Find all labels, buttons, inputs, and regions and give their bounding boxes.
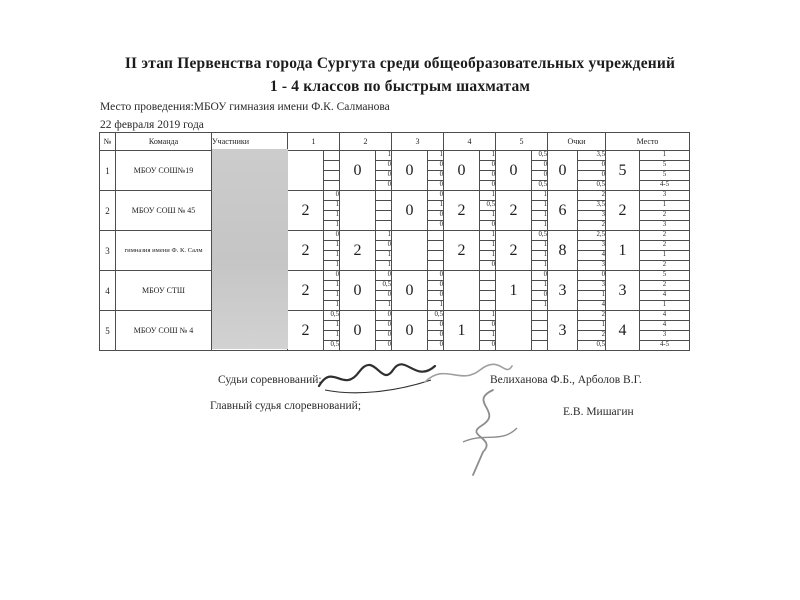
board-score: 1 xyxy=(480,191,496,201)
board-score: 0,5 xyxy=(532,231,548,241)
header-round-4: 4 xyxy=(444,133,496,151)
match-score-vs-5: 0 xyxy=(496,151,532,191)
match-score-vs-1: 2 xyxy=(288,231,324,271)
title-line-1: II этап Первенства города Сургута среди общеобразовательных учреждений xyxy=(124,55,676,72)
board-score: 0 xyxy=(376,321,392,331)
board-score: 0 xyxy=(532,161,548,171)
board-place: 4-5 xyxy=(640,181,690,191)
board-place: 4 xyxy=(640,311,690,321)
board-points: 2 xyxy=(578,221,606,231)
diagonal-subcell xyxy=(480,271,496,281)
chief-judge-name: Е.В. Мишагин xyxy=(563,406,634,418)
header-round-2: 2 xyxy=(340,133,392,151)
team-number: 2 xyxy=(100,191,116,231)
diagonal-subcell xyxy=(428,231,444,241)
board-score: 0 xyxy=(376,271,392,281)
board-score: 0 xyxy=(480,261,496,271)
match-score-vs-3: 0 xyxy=(392,191,428,231)
board-score: 1 xyxy=(532,241,548,251)
board-score: 0,5 xyxy=(376,281,392,291)
board-points: 2 xyxy=(578,311,606,321)
team-row-1-board-1 xyxy=(100,151,690,161)
board-score: 1 xyxy=(324,281,340,291)
board-score: 0 xyxy=(428,171,444,181)
board-score: 1 xyxy=(324,211,340,221)
board-score: 0 xyxy=(480,341,496,351)
board-score: 0 xyxy=(376,241,392,251)
board-score: 0 xyxy=(428,211,444,221)
board-place: 4 xyxy=(640,291,690,301)
match-score-vs-1: 2 xyxy=(288,191,324,231)
board-place: 2 xyxy=(640,211,690,221)
board-score: 0 xyxy=(376,161,392,171)
board-score: 0 xyxy=(428,271,444,281)
results-table-wrap xyxy=(99,132,690,351)
board-place: 1 xyxy=(640,151,690,161)
diagonal-subcell xyxy=(532,341,548,351)
match-score-vs-4: 1 xyxy=(444,311,480,351)
board-score: 1 xyxy=(532,301,548,311)
board-score: 0 xyxy=(532,171,548,181)
chief-judge-label: Главный судья слоревнований; xyxy=(210,400,362,412)
board-points: 1 xyxy=(578,321,606,331)
header-round-3: 3 xyxy=(392,133,444,151)
team-row-4-board-1 xyxy=(100,271,690,281)
board-place: 3 xyxy=(640,191,690,201)
board-points: 0 xyxy=(578,161,606,171)
diagonal-cell xyxy=(496,311,532,351)
place-total: 4 xyxy=(606,311,640,351)
team-number: 1 xyxy=(100,151,116,191)
place-total: 2 xyxy=(606,191,640,231)
diagonal-subcell xyxy=(480,291,496,301)
board-score: 1 xyxy=(480,251,496,261)
board-points: 3 xyxy=(578,211,606,221)
diagonal-cell xyxy=(288,151,324,191)
diagonal-subcell xyxy=(324,181,340,191)
board-points: 3 xyxy=(578,261,606,271)
points-total: 0 xyxy=(548,151,578,191)
board-points: 4 xyxy=(578,301,606,311)
board-score: 0 xyxy=(376,311,392,321)
board-points: 2 xyxy=(578,331,606,341)
match-score-vs-3: 0 xyxy=(392,311,428,351)
team-name: МБОУ СОШ№19 xyxy=(116,151,212,191)
diagonal-cell xyxy=(444,271,480,311)
match-score-vs-5: 2 xyxy=(496,191,532,231)
diagonal-subcell xyxy=(532,331,548,341)
points-total: 8 xyxy=(548,231,578,271)
board-place: 2 xyxy=(640,261,690,271)
board-score: 0,5 xyxy=(480,201,496,211)
board-score: 1 xyxy=(376,301,392,311)
match-score-vs-2: 0 xyxy=(340,151,376,191)
judges-names: Велиханова Ф.Б., Арболов В.Г. xyxy=(490,374,642,386)
match-score-vs-1: 2 xyxy=(288,271,324,311)
diagonal-subcell xyxy=(428,261,444,271)
board-score: 1 xyxy=(428,151,444,161)
match-score-vs-4: 0 xyxy=(444,151,480,191)
board-points: 2 xyxy=(578,191,606,201)
header-team: Команда xyxy=(116,133,212,151)
place-total: 5 xyxy=(606,151,640,191)
match-score-vs-2: 0 xyxy=(340,311,376,351)
board-score: 0,5 xyxy=(324,311,340,321)
team-row-5-board-1 xyxy=(100,311,690,321)
board-score: 0 xyxy=(480,221,496,231)
board-score: 0 xyxy=(376,171,392,181)
points-total: 6 xyxy=(548,191,578,231)
board-score: 1 xyxy=(376,231,392,241)
diagonal-subcell xyxy=(376,211,392,221)
board-score: 0 xyxy=(532,271,548,281)
board-place: 1 xyxy=(640,201,690,211)
match-score-vs-3: 0 xyxy=(392,151,428,191)
header-number: № xyxy=(100,133,116,151)
board-score: 0 xyxy=(428,291,444,301)
board-score: 1 xyxy=(428,201,444,211)
header-players: Участники xyxy=(212,133,288,151)
board-score: 0 xyxy=(376,341,392,351)
board-score: 0 xyxy=(428,161,444,171)
board-points: 0,5 xyxy=(578,341,606,351)
diagonal-subcell xyxy=(532,311,548,321)
board-score: 1 xyxy=(324,291,340,301)
board-score: 1 xyxy=(324,321,340,331)
board-score: 0 xyxy=(324,191,340,201)
diagonal-subcell xyxy=(376,191,392,201)
date-line: 22 февраля 2019 года xyxy=(100,119,204,131)
board-score: 1 xyxy=(532,281,548,291)
board-score: 0,5 xyxy=(324,341,340,351)
header-round-1: 1 xyxy=(288,133,340,151)
board-score: 0 xyxy=(376,181,392,191)
results-table xyxy=(99,132,690,351)
board-score: 1 xyxy=(532,191,548,201)
diagonal-subcell xyxy=(428,251,444,261)
match-score-vs-3: 0 xyxy=(392,271,428,311)
title-line-2: 1 - 4 классов по быстрым шахматам xyxy=(269,78,531,96)
board-score: 1 xyxy=(324,201,340,211)
diagonal-subcell xyxy=(324,171,340,181)
players-redaction-block xyxy=(212,149,288,349)
board-score: 1 xyxy=(532,201,548,211)
board-score: 1 xyxy=(480,151,496,161)
match-score-vs-2: 2 xyxy=(340,231,376,271)
board-score: 1 xyxy=(324,251,340,261)
board-place: 4 xyxy=(640,321,690,331)
board-score: 0,5 xyxy=(532,181,548,191)
board-score: 0 xyxy=(428,331,444,341)
board-place: 3 xyxy=(640,331,690,341)
board-place: 1 xyxy=(640,251,690,261)
board-place: 5 xyxy=(640,161,690,171)
team-name: МБОУ СОШ № 4 xyxy=(116,311,212,351)
board-score: 1 xyxy=(532,261,548,271)
board-score: 0,5 xyxy=(428,311,444,321)
points-total: 3 xyxy=(548,311,578,351)
board-place: 2 xyxy=(640,231,690,241)
board-score: 0 xyxy=(428,281,444,291)
match-score-vs-5: 1 xyxy=(496,271,532,311)
board-score: 1 xyxy=(480,241,496,251)
board-score: 1 xyxy=(428,301,444,311)
board-score: 0 xyxy=(376,291,392,301)
board-score: 0 xyxy=(480,321,496,331)
header-place: Место xyxy=(606,133,690,151)
diagonal-subcell xyxy=(376,201,392,211)
board-points: 0,5 xyxy=(578,181,606,191)
board-score: 1 xyxy=(324,221,340,231)
header-points: Очки xyxy=(548,133,606,151)
board-points: 3,5 xyxy=(578,201,606,211)
board-points: 3 xyxy=(578,281,606,291)
board-score: 0 xyxy=(428,321,444,331)
board-score: 1 xyxy=(532,211,548,221)
match-score-vs-2: 0 xyxy=(340,271,376,311)
board-points: 2,5 xyxy=(578,231,606,241)
chief-judge-signature-icon xyxy=(435,382,531,478)
diagonal-cell xyxy=(340,191,376,231)
board-place: 1 xyxy=(640,301,690,311)
board-score: 0 xyxy=(428,181,444,191)
place-total: 1 xyxy=(606,231,640,271)
board-points: 0 xyxy=(578,171,606,181)
diagonal-subcell xyxy=(324,161,340,171)
board-points: 0 xyxy=(578,271,606,281)
match-score-vs-5: 2 xyxy=(496,231,532,271)
board-score: 0 xyxy=(532,291,548,301)
match-score-vs-4: 2 xyxy=(444,191,480,231)
team-row-3-board-1 xyxy=(100,231,690,241)
board-place: 2 xyxy=(640,281,690,291)
judges-label: Судьи соревнований: xyxy=(218,374,322,386)
header-round-5: 5 xyxy=(496,133,548,151)
board-score: 1 xyxy=(376,261,392,271)
board-score: 1 xyxy=(324,241,340,251)
points-total: 3 xyxy=(548,271,578,311)
board-place: 5 xyxy=(640,171,690,181)
match-score-vs-4: 2 xyxy=(444,231,480,271)
board-score: 1 xyxy=(480,211,496,221)
board-place: 4-5 xyxy=(640,341,690,351)
board-score: 1 xyxy=(480,231,496,241)
team-name: МБОУ СТШ xyxy=(116,271,212,311)
document-title xyxy=(0,52,800,99)
board-score: 0 xyxy=(480,171,496,181)
team-number: 5 xyxy=(100,311,116,351)
team-number: 3 xyxy=(100,231,116,271)
board-points: 3,5 xyxy=(578,151,606,161)
board-score: 1 xyxy=(324,331,340,341)
board-score: 1 xyxy=(480,311,496,321)
board-score: 0 xyxy=(480,161,496,171)
board-score: 0 xyxy=(428,341,444,351)
board-score: 1 xyxy=(532,221,548,231)
board-score: 1 xyxy=(324,301,340,311)
board-score: 0 xyxy=(480,181,496,191)
team-row-2-board-1 xyxy=(100,191,690,201)
board-points: 4 xyxy=(578,251,606,261)
diagonal-subcell xyxy=(480,301,496,311)
match-score-vs-1: 2 xyxy=(288,311,324,351)
board-score: 1 xyxy=(324,261,340,271)
board-score: 1 xyxy=(376,151,392,161)
diagonal-subcell xyxy=(376,221,392,231)
team-name: гимназия имени Ф. К. Салм xyxy=(116,231,212,271)
diagonal-subcell xyxy=(428,241,444,251)
board-score: 1 xyxy=(532,251,548,261)
board-place: 2 xyxy=(640,241,690,251)
board-points: 1 xyxy=(578,291,606,301)
place-total: 3 xyxy=(606,271,640,311)
board-score: 0 xyxy=(324,231,340,241)
board-score: 0 xyxy=(376,331,392,341)
board-score: 0 xyxy=(428,191,444,201)
board-score: 0 xyxy=(428,221,444,231)
board-place: 3 xyxy=(640,221,690,231)
diagonal-cell xyxy=(392,231,428,271)
board-points: 3 xyxy=(578,241,606,251)
diagonal-subcell xyxy=(324,151,340,161)
diagonal-subcell xyxy=(480,281,496,291)
venue-line: Место проведения:МБОУ гимназия имени Ф.К. Салманова xyxy=(100,101,390,113)
board-score: 0 xyxy=(324,271,340,281)
diagonal-subcell xyxy=(532,321,548,331)
board-place: 5 xyxy=(640,271,690,281)
board-score: 1 xyxy=(480,331,496,341)
board-score: 1 xyxy=(376,251,392,261)
team-name: МБОУ СОШ № 45 xyxy=(116,191,212,231)
board-score: 0,5 xyxy=(532,151,548,161)
team-number: 4 xyxy=(100,271,116,311)
